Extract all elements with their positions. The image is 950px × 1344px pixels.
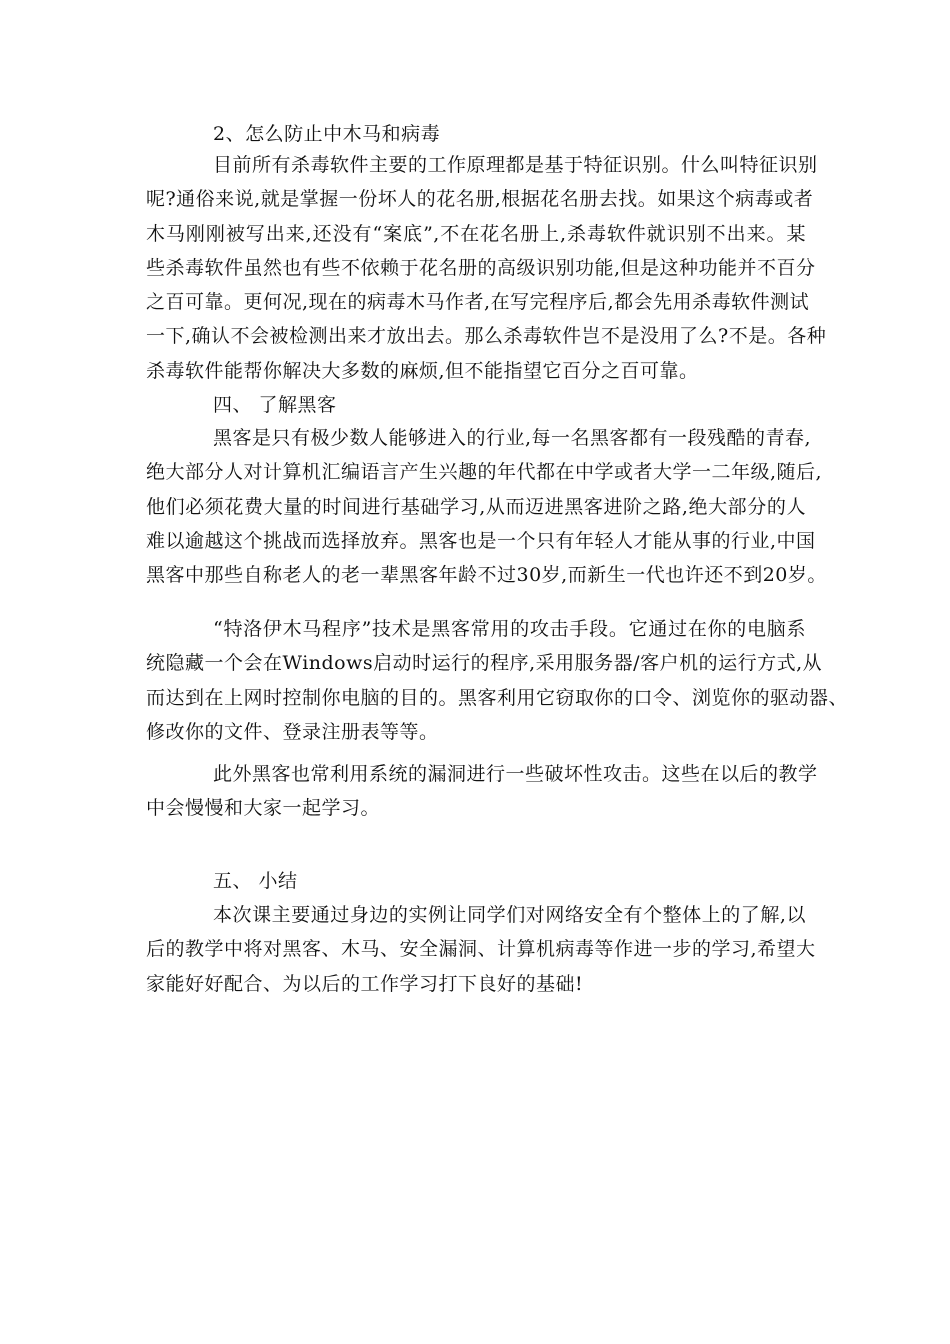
text-line: 难以逾越这个挑战而选择放弃。黑客也是一个只有年轻人才能从事的行业,中国 <box>146 529 816 552</box>
text-line: 绝大部分人对计算机汇编语言产生兴趣的年代都在中学或者大学一二年级,随后, <box>146 461 823 484</box>
text-line: 呢?通俗来说,就是掌握一份坏人的花名册,根据花名册去找。如果这个病毒或者 <box>146 188 814 211</box>
text-line: 本次课主要通过身边的实例让同学们对网络安全有个整体上的了解,以 <box>213 904 806 926</box>
text-line: 他们必须花费大量的时间进行基础学习,从而迈进黑客进阶之路,绝大部分的人 <box>146 495 806 518</box>
text-line: 而达到在上网时控制你电脑的目的。黑客利用它窃取你的口令、浏览你的驱动器、 <box>146 686 849 709</box>
text-line: “特洛伊木马程序”技术是黑客常用的攻击手段。它通过在你的电脑系 <box>213 618 806 640</box>
text-line: 黑客中那些自称老人的老一辈黑客年龄不过30岁,而新生一代也许还不到20岁。 <box>146 564 827 587</box>
text-line: 木马刚刚被写出来,还没有“案底”,不在花名册上,杀毒软件就识别不出来。某 <box>146 222 806 245</box>
paragraph-trojan-program <box>146 612 849 749</box>
section-heading-prevent-trojan: 2、怎么防止中木马和病毒 <box>213 123 441 145</box>
paragraph-summary <box>146 898 816 1001</box>
text-line: 统隐藏一个会在Windows启动时运行的程序,采用服务器/客户机的运行方式,从 <box>146 652 823 675</box>
text-line: 此外黑客也常利用系统的漏洞进行一些破坏性攻击。这些在以后的教学 <box>213 763 818 785</box>
text-line: 些杀毒软件虽然也有些不依赖于花名册的高级识别功能,但是这种功能并不百分 <box>146 256 816 279</box>
text-line: 中会慢慢和大家一起学习。 <box>146 797 381 820</box>
text-line: 后的教学中将对黑客、木马、安全漏洞、计算机病毒等作进一步的学习,希望大 <box>146 938 816 961</box>
text-line: 一下,确认不会被检测出来才放出去。那么杀毒软件岂不是没用了么?不是。各种 <box>146 325 827 348</box>
paragraph-system-vulnerabilities <box>146 757 818 826</box>
text-line: 之百可靠。更何况,现在的病毒木马作者,在写完程序后,都会先用杀毒软件测试 <box>146 291 810 314</box>
text-line: 目前所有杀毒软件主要的工作原理都是基于特征识别。什么叫特征识别 <box>213 154 818 176</box>
text-line: 杀毒软件能帮你解决大多数的麻烦,但不能指望它百分之百可靠。 <box>146 359 699 382</box>
paragraph-antivirus <box>146 148 827 388</box>
section-heading-summary: 五、 小结 <box>213 870 298 892</box>
text-line: 家能好好配合、为以后的工作学习打下良好的基础! <box>146 972 584 995</box>
text-line: 修改你的文件、登录注册表等等。 <box>146 720 439 743</box>
paragraph-hacker-intro <box>146 421 827 592</box>
section-heading-hackers: 四、 了解黑客 <box>213 394 337 416</box>
text-line: 黑客是只有极少数人能够进入的行业,每一名黑客都有一段残酷的青春, <box>213 427 812 449</box>
